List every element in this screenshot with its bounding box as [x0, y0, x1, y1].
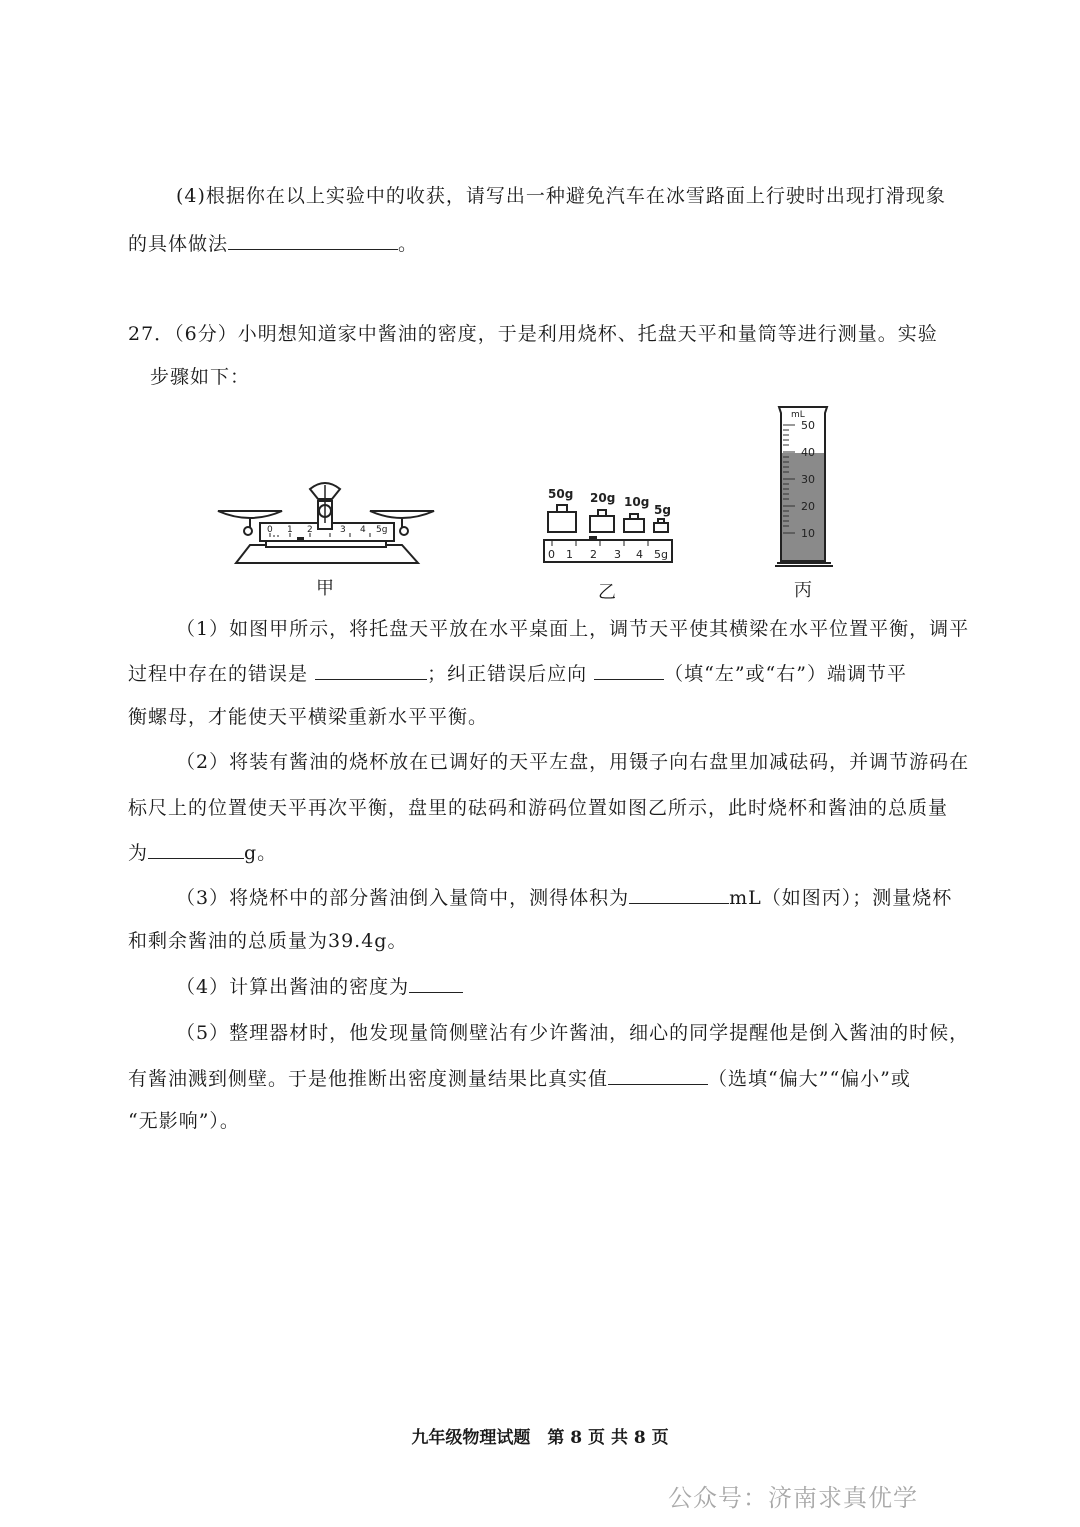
- q27-p5-line2: [128, 1066, 911, 1091]
- q27-p2-text-pre: 为: [128, 842, 149, 864]
- q27-intro-line1: 27．（6分）小明想知道家中酱油的密度，于是利用烧杯、托盘天平和量筒等进行测量。实验: [128, 323, 938, 345]
- cylinder-mark: 10: [801, 527, 815, 540]
- weights-figure-yi: [538, 484, 678, 570]
- watermark: 公众号：济南求真优学: [668, 1484, 918, 1512]
- q27-p5-line3: “无影响”）。: [128, 1110, 240, 1132]
- weight-5g: [654, 523, 668, 532]
- cylinder-mark: 50: [801, 419, 815, 432]
- q27-p5-text-pre: 有酱油溅到侧壁。于是他推断出密度测量结果比真实值: [128, 1068, 609, 1090]
- q27-intro-line2: 步骤如下：: [150, 366, 251, 388]
- answer-blank[interactable]: [629, 885, 729, 904]
- answer-blank[interactable]: [594, 661, 664, 680]
- q26-4-line2-text: 的具体做法: [128, 233, 229, 255]
- tick-label: 0: [548, 548, 555, 561]
- tick-label: 2: [307, 525, 313, 535]
- q27-p4-text: （4）计算出酱油的密度为: [176, 976, 410, 998]
- left-balance-nut: [244, 527, 252, 535]
- tick-label: 3: [614, 548, 621, 561]
- weight-10g: [624, 519, 644, 532]
- q27-p1-line2: [128, 661, 907, 686]
- balance-figure-jia: [210, 475, 450, 575]
- tick-label: 2: [590, 548, 597, 561]
- q26-4-line1: (4)根据你在以上实验中的收获，请写出一种避免汽车在冰雪路面上行驶时出现打滑现象: [176, 185, 946, 207]
- cylinder-figure-bing: [775, 403, 835, 573]
- q27-p3-line2: 和剩余酱油的总质量为39.4g。: [128, 930, 408, 952]
- q27-p2-line3: [128, 840, 277, 865]
- tick-label: 5g: [376, 525, 388, 535]
- q27-p3-text-pre: （3）将烧杯中的部分酱油倒入量筒中，测得体积为: [176, 887, 630, 909]
- tick-label: 4: [636, 548, 643, 561]
- figure-caption-bing: 丙: [794, 580, 812, 601]
- right-pan: [370, 511, 434, 518]
- q27-p1-text-c: （填“左”或“右”）端调节平: [664, 663, 907, 685]
- tick-label: 1: [566, 548, 573, 561]
- answer-blank[interactable]: [409, 974, 463, 993]
- cylinder-unit: mL: [791, 410, 805, 420]
- right-balance-nut: [400, 527, 408, 535]
- q27-p3-line1: [176, 885, 952, 910]
- figure-caption-jia: 甲: [316, 578, 334, 599]
- weight-label-5g: 5g: [654, 503, 671, 517]
- cylinder-mark: 40: [801, 446, 815, 459]
- cylinder-mark: 20: [801, 500, 815, 513]
- rider-jia[interactable]: [297, 537, 304, 541]
- q27-p4-line1: [176, 974, 463, 999]
- answer-blank[interactable]: [315, 661, 427, 680]
- answer-blank[interactable]: [148, 840, 244, 859]
- q26-4-line2: [128, 231, 418, 256]
- weight-50g: [548, 512, 576, 532]
- q27-p3-text-post: mL（如图丙）；测量烧杯: [729, 887, 953, 909]
- q27-p1-line1: （1）如图甲所示，将托盘天平放在水平桌面上，调节天平使其横梁在水平位置平衡，调平: [176, 618, 970, 640]
- answer-blank[interactable]: [608, 1066, 708, 1085]
- q26-4-line2-end: 。: [398, 233, 419, 255]
- rider-yi[interactable]: [589, 536, 597, 541]
- q27-p5-line1: （5）整理器材时，他发现量筒侧壁沾有少许酱油，细心的同学提醒他是倒入酱油的时候，: [176, 1022, 970, 1044]
- weight-20g: [590, 516, 614, 532]
- q27-p1-line3: 衡螺母，才能使天平横梁重新水平平衡。: [128, 706, 489, 728]
- tick-label: 3: [340, 525, 346, 535]
- tick-label: 1: [287, 525, 293, 535]
- tick-label: 4: [360, 525, 366, 535]
- left-pan: [218, 511, 282, 518]
- answer-blank[interactable]: [228, 231, 398, 250]
- q27-p2-line1: （2）将装有酱油的烧杯放在已调好的天平左盘，用镊子向右盘里加减砝码，并调节游码在: [176, 751, 970, 773]
- tick-label: 0: [267, 525, 273, 535]
- weight-label-10g: 10g: [624, 495, 650, 509]
- q27-p5-text-post: （选填“偏大”“偏小”或: [708, 1068, 911, 1090]
- weight-label-50g: 50g: [548, 487, 574, 501]
- rider-scale-yi: [544, 540, 672, 562]
- q27-p1-text-a: 过程中存在的错误是: [128, 663, 309, 685]
- page-footer: 九年级物理试题 第 8 页 共 8 页: [411, 1428, 669, 1448]
- cylinder-mark: 30: [801, 473, 815, 486]
- tick-label: 5g: [654, 548, 668, 561]
- figure-caption-yi: 乙: [598, 582, 616, 603]
- q27-p2-line2: 标尺上的位置使天平再次平衡，盘里的砝码和游码位置如图乙所示，此时烧杯和酱油的总质量: [128, 797, 949, 819]
- q27-p1-text-b: ；纠正错误后应向: [427, 663, 588, 685]
- q27-p2-text-post: g。: [244, 842, 278, 864]
- weight-label-20g: 20g: [590, 491, 616, 505]
